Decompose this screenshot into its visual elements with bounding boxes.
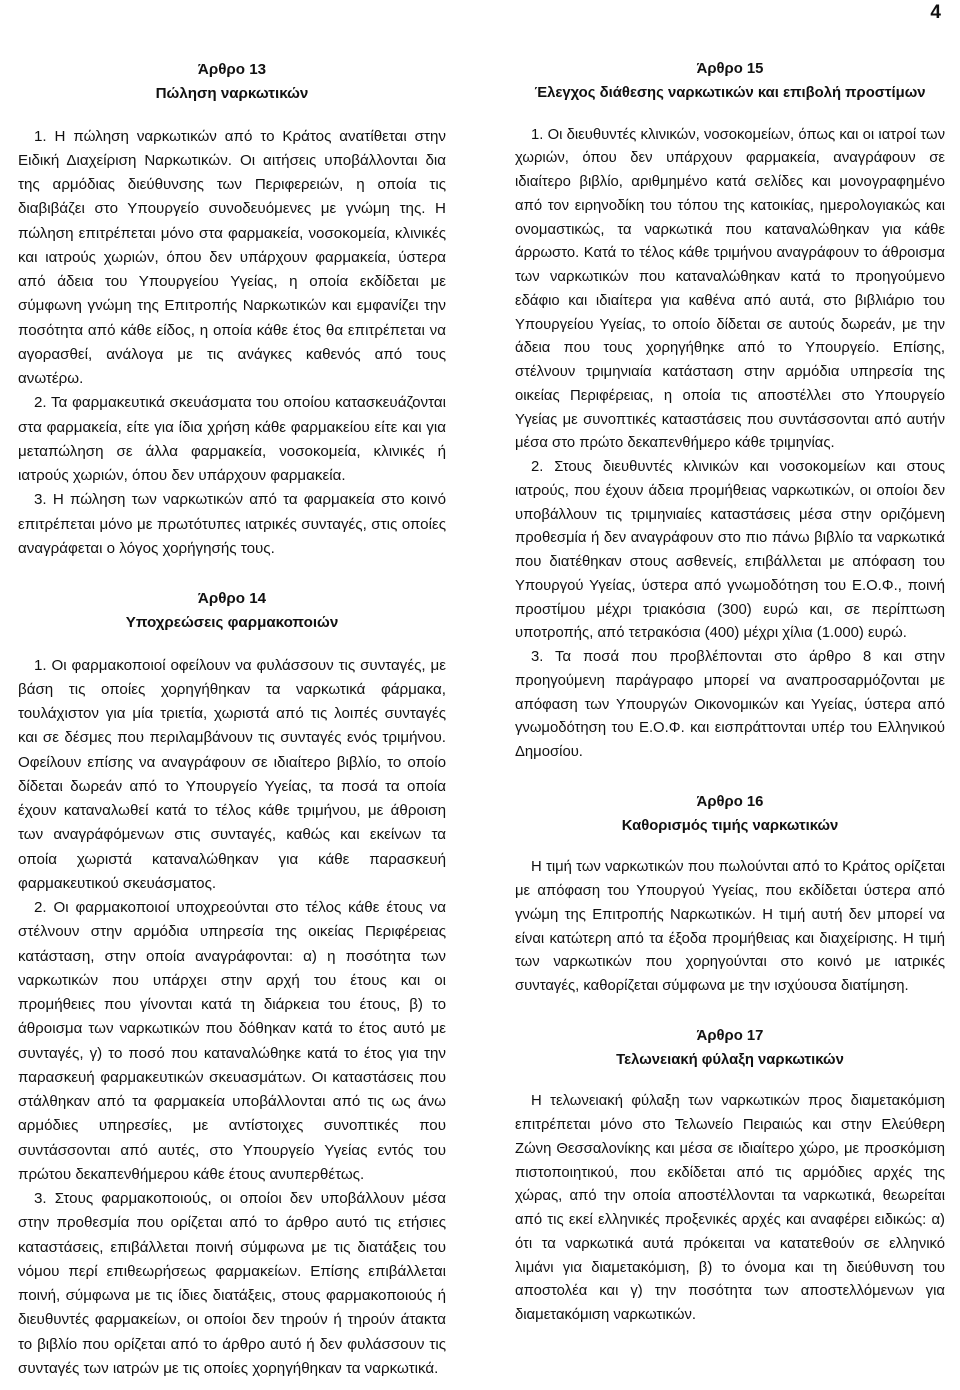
article-number: Άρθρο 13	[197, 61, 267, 78]
article-paragraph: Η τιμή των ναρκωτικών που πωλούνται από το Κράτος ορίζεται με απόφαση του Υπουργού Υγείας, που εκδίδεται ύστερα από γνώμη της Επιτροπής Ναρκωτικών. Η τιμή αυτή δεν μπορεί να είναι κατώτερη από τα έξοδα προμήθειας και διαχείρισης. Η τιμή των ναρκωτικών που χορηγούνται στο κοινό με ιατρικές συνταγές, καθορίζεται σύμφωνα με την ισχύουσα διατίμηση.	[515, 859, 945, 994]
article-title: Υποχρεώσεις φαρμακοποιών	[125, 614, 339, 632]
article-heading	[515, 791, 945, 839]
article-17	[515, 1025, 945, 1328]
article-16	[515, 791, 945, 999]
article-paragraph: 1. Οι διευθυντές κλινικών, νοσοκομείων, όπως και οι ιατροί των χωριών, όπου δεν υπάρχουν φαρμακεία, αναγράφουν σε ιδιαίτερο βιβλίο, αριθμημένο κατά σελίδες και μονογραφημένο από τον ειρηνοδίκη του τόπου της κατοικίας, ημερολογιακώς και ονομαστικώς, τα ναρκωτικά που καταναλώθηκαν για κάθε άρρωστο. Κατά το τέλος κάθε τριμήνου αναγράφουν το άθροισμα των ναρκωτικών που καταναλώθηκαν κατά το προηγούμενο εδάφιο και ιδιαίτερα για καθένα από αυτά, στο βιβλιάριο του Υπουργείου Υγείας, το οποίο δίδεται σε αυτούς δωρεάν, με την άδεια που τους χορηγήθηκε από το Υπουργείο. Επίσης, στέλνουν τριμηνιαία κατάσταση στην αρμόδια υπηρεσία της οικείας Περιφέρειας, η οποία τις αποστέλλει στο Υπουργείο Υγείας με συνοπτικές καταστάσεις που συντάσσονται από αυτήν μέσα στο πρώτο δεκαπενθήμερο κάθε τριμηνίας.	[515, 126, 945, 452]
article-number: Άρθρο 17	[696, 1027, 764, 1044]
article-title: Έλεγχος διάθεσης ναρκωτικών και επιβολή προστίμων	[534, 84, 926, 101]
right-column	[515, 58, 945, 1328]
article-title: Τελωνειακή φύλαξη ναρκωτικών	[616, 1051, 844, 1068]
article-title: Καθορισμός τιμής ναρκωτικών	[621, 817, 839, 834]
article-paragraph: 3. Τα ποσά που προβλέπονται στο άρθρο 8 και στην προηγούμενη παράγραφο μπορεί να αναπροσαρμόζονται με απόφαση των Υπουργών Οικονομικών και Υγείας, ύστερα από γνωμοδότηση του Ε.Ο.Φ. και εισπράττονται υπέρ του Ελληνικού Δημοσίου.	[515, 649, 945, 760]
article-15	[515, 58, 945, 765]
article-14	[18, 587, 446, 1381]
article-title: Πώληση ναρκωτικών	[155, 85, 309, 103]
article-paragraph: 3. Στους φαρμακοποιούς, οι οποίοι δεν υποβάλλουν μέσα στην προθεσμία που ορίζεται από το άρθρο αυτό τις ετήσιες καταστάσεις, επιβάλλεται ποινή σύμφωνα με τις διατάξεις του νόμου περί επιθεωρήσεως φαρμακείων. Επίσης επιβάλλεται ποινή, σύμφωνα με τις ίδιες διατάξεις, στους φαρμακοποιούς ή διευθυντές φαρμακείων, οι οποίοι δεν τηρούν ή τηρούν άτακτα το βιβλίο που ορίζεται από το άρθρο αυτό ή δεν φυλάσσουν τις συνταγές των ιατρών με τις οποίες χορηγήθηκαν τα ναρκωτικά.	[18, 1190, 446, 1377]
article-paragraph: Η τελωνειακή φύλαξη των ναρκωτικών προς διαμετακόμιση επιτρέπεται μόνο στο Τελωνείο Πειραιώς και στην Ελεύθερη Ζώνη Θεσσαλονίκης και μέσα σε ιδιαίτερο χώρο, με προσκόμιση πιστοποιητικού, που εκδίδεται από τις αρμόδιες αρχές της χώρας, από την οποία αποστέλλονται τα ναρκωτικά, θεωρείται από τις εκεί ελληνικές προξενικές αρχές και αναφέρει ειδικώς: α) ότι τα ναρκωτικά αυτά πρόκειται να κατατεθούν σε ελληνικό λιμάνι για διαμετακόμιση, β) το όνομα και τη διεύθυνση του αποστολέα και γ) την ποσότητα των αποστελλόμενων για διαμετακόμιση ναρκωτικών.	[515, 1093, 945, 1323]
article-13	[18, 58, 446, 561]
article-paragraph: 2. Στους διευθυντές κλινικών και νοσοκομείων και στους ιατρούς, που έχουν άδεια προμήθειας ναρκωτικών, οι οποίοι δεν υποβάλλουν τις τριμηνιαίες καταστάσεις μέσα στην οριζόμενη προθεσμία ή δεν αναγράφουν στο πιο πάνω βιβλίο τα ναρκωτικά που διατέθηκαν στους ασθενείς, επιβάλλεται με απόφαση του Υπουργού Υγείας, ύστερα από γνωμοδότηση του Ε.Ο.Φ., ποινή προστίμου μέχρι τριακόσια (300) ευρώ και, σε περίπτωση υποτροπής, από τετρακόσια (400) μέχρι χίλια (1.000) ευρώ.	[515, 459, 945, 642]
article-paragraph: 1. Η πώληση ναρκωτικών από το Κράτος ανατίθεται στην Ειδική Διαχείριση Ναρκωτικών. Οι αιτήσεις υποβάλλονται δια της αρμόδιας διεύθυνσης των Περιφερειών, η οποία τις διαβιβάζει στο Υπουργείο συνοδευόμενες με γνώμη της. Η πώληση επιτρέπεται μόνο στα φαρμακεία, νοσοκομεία, κλινικές και ιατρούς χωριών, όπου δεν υπάρχουν φαρμακεία, ύστερα από άδεια του Υπουργείου Υγείας, η οποία εκδίδεται με σύμφωνη γνώμη της Επιτροπής Ναρκωτικών και εμφανίζει την ποσότητα από κάθε είδος, η οποία κάθε έτος θα επιτρέπεται να αγορασθεί, ανάλογα με τις ανάγκες καθενός από τους ανωτέρω.	[18, 127, 446, 387]
article-heading	[18, 58, 446, 107]
article-paragraph: 2. Οι φαρμακοποιοί υποχρεούνται στο τέλος κάθε έτους να στέλνουν στην αρμόδια υπηρεσία της οικείας Περιφέρειας κατάσταση, στην οποία αναγράφονται: α) η ποσότητα των ναρκωτικών που υπάρχει στην αρχή του έτους και οι προμήθειες που γίνονται κατά τη διάρκεια του έτους, β) το άθροισμα των ναρκωτικών που δόθηκαν κατά το έτος αυτό με συνταγές, γ) το ποσό που καταναλώθηκε κατά το έτος για την παρασκευή φαρμακευτικών σκευασμάτων. Οι καταστάσεις που στάλθηκαν από τα φαρμακεία υποβάλλονται από τις ως άνω αρμόδιες υπηρεσίες, με αντίστοιχες συνοπτικές που συντάσσονται από αυτές, στο Υπουργείο Υγείας εντός του πρώτου δεκαπενθήμερου κάθε έτους ανυπερθέτως.	[18, 899, 446, 1183]
article-paragraph: 1. Οι φαρμακοποιοί οφείλουν να φυλάσσουν τις συνταγές, με βάση τις οποίες χορηγήθηκαν τα ναρκωτικά φάρμακα, τουλάχιστον για μία τριετία, χωριστά από τις λοιπές συνταγές και σε δέσμες που περιλαμβάνουν τις συνταγές ενός τριμήνου. Οφείλουν επίσης να αναγράφουν σε ιδιαίτερο βιβλίο, το οποίο δίδεται δωρεάν από το Υπουργείο Υγείας, τα ποσά τα οποία έχουν καταναλωθεί κατά το τέλος κάθε τριμήνου, με άθροιση των αναγράφόμενων στις συνταγές, καθώς και εκείνων τα οποία χωριστά καταναλώθηκαν για κάθε παρασκευή φαρμακευτικού σκευάσματος.	[18, 656, 446, 892]
article-heading	[515, 58, 945, 106]
left-column	[18, 58, 446, 1381]
article-heading	[515, 1025, 945, 1073]
article-number: Άρθρο 14	[197, 590, 267, 607]
article-number: Άρθρο 16	[696, 793, 764, 810]
article-heading	[18, 587, 446, 636]
article-number: Άρθρο 15	[696, 61, 764, 77]
article-paragraph: 3. Η πώληση των ναρκωτικών από τα φαρμακεία στο κοινό επιτρέπεται μόνο με πρωτότυπες ιατρικές συνταγές, στις οποίες αναγράφεται ο λόγος χορήγησής τους.	[18, 491, 446, 557]
article-paragraph: 2. Τα φαρμακευτικά σκευάσματα του οποίου κατασκευάζονται στα φαρμακεία, είτε για ίδια χρήση κάθε φαρμακείου είτε και για μεταπώληση σε άλλα φαρμακεία, νοσοκομεία, κλινικές ή ιατρούς χωριών, όπου δεν υπάρχουν φαρμακεία.	[18, 394, 446, 484]
page-number: 4	[930, 2, 941, 23]
